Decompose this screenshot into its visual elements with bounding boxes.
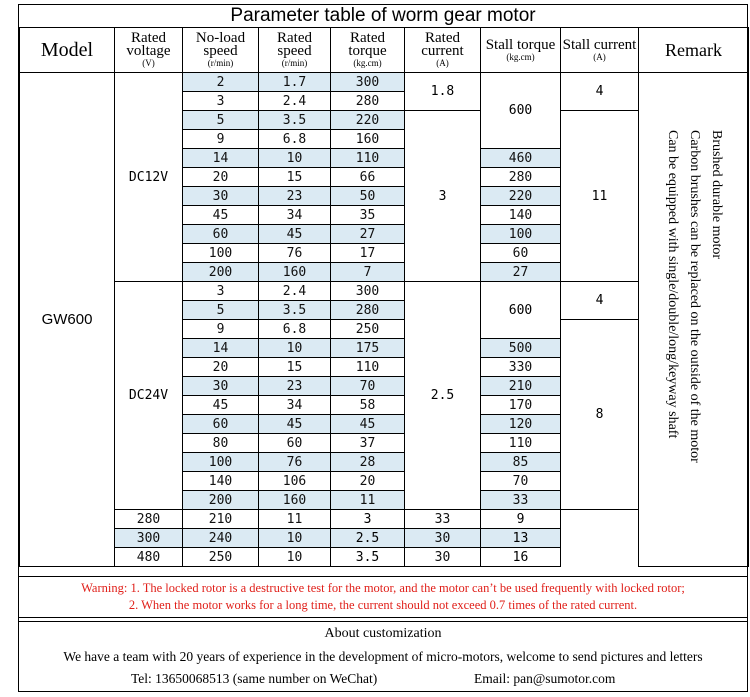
torque-cell: 300 xyxy=(331,73,405,92)
stall-torque-cell: 210 xyxy=(481,377,561,396)
stall-torque-cell: 140 xyxy=(481,206,561,225)
header-model: Model xyxy=(20,28,115,73)
noload-cell: 200 xyxy=(183,263,259,282)
torque-cell: 110 xyxy=(331,358,405,377)
stall-torque-cell: 460 xyxy=(481,149,561,168)
stall-torque-cell: 27 xyxy=(481,263,561,282)
speed-cell: 160 xyxy=(259,491,331,510)
speed-cell: 15 xyxy=(259,358,331,377)
speed-cell: 45 xyxy=(259,225,331,244)
stall-current-cell: 4 xyxy=(561,282,639,320)
noload-cell: 45 xyxy=(183,396,259,415)
header-stall-current: Stall current (A) xyxy=(561,28,639,73)
stall-current-cell: 11 xyxy=(561,111,639,282)
speed-cell: 2.4 xyxy=(259,282,331,301)
stall-torque-cell: 100 xyxy=(481,225,561,244)
stall-torque-cell: 110 xyxy=(481,434,561,453)
noload-cell: 300 xyxy=(115,529,183,548)
stall-torque-cell: 330 xyxy=(481,358,561,377)
torque-cell: 10 xyxy=(259,548,331,567)
speed-cell: 160 xyxy=(259,263,331,282)
noload-cell: 60 xyxy=(183,225,259,244)
remark-cell xyxy=(639,73,749,567)
speed-cell: 15 xyxy=(259,168,331,187)
torque-cell: 45 xyxy=(331,415,405,434)
torque-cell: 250 xyxy=(331,320,405,339)
noload-cell: 14 xyxy=(183,149,259,168)
stall-current-cell: 4 xyxy=(561,73,639,111)
stall-torque-cell: 30 xyxy=(405,529,481,548)
email-text: Email: pan@sumotor.com xyxy=(474,671,616,686)
parameter-table xyxy=(19,27,749,567)
torque-cell: 27 xyxy=(331,225,405,244)
customization-text: We have a team with 20 years of experience in the development of micro-motors, welcome to send pictures and letters xyxy=(63,649,703,664)
torque-cell: 280 xyxy=(331,301,405,320)
speed-cell: 1.7 xyxy=(259,73,331,92)
model-cell: GW600 xyxy=(20,73,115,567)
stall-torque-cell: 85 xyxy=(481,453,561,472)
speed-cell: 23 xyxy=(259,187,331,206)
rated-current-cell: 1.8 xyxy=(405,73,481,111)
noload-cell: 60 xyxy=(183,415,259,434)
torque-cell: 28 xyxy=(331,453,405,472)
speed-cell: 6.8 xyxy=(259,320,331,339)
torque-cell: 160 xyxy=(331,130,405,149)
speed-cell: 250 xyxy=(183,548,259,567)
warning-box xyxy=(19,576,747,618)
speed-cell: 45 xyxy=(259,415,331,434)
rated-current-cell: 2.5 xyxy=(405,282,481,510)
torque-cell: 11 xyxy=(331,491,405,510)
speed-cell: 3.5 xyxy=(259,301,331,320)
speed-cell: 2.4 xyxy=(259,92,331,111)
remark-line: Can be equipped with single/double/long/keyway shaft xyxy=(664,129,680,438)
torque-cell: 280 xyxy=(331,92,405,111)
noload-cell: 480 xyxy=(115,548,183,567)
rated-current-cell: 3.5 xyxy=(331,548,405,567)
header-stall-torque: Stall torque (kg.cm) xyxy=(481,28,561,73)
speed-cell: 34 xyxy=(259,206,331,225)
header-noload-speed: No-load speed (r/min) xyxy=(183,28,259,73)
remark-line: Brushed durable motor xyxy=(708,129,724,259)
torque-cell: 110 xyxy=(331,149,405,168)
torque-cell: 17 xyxy=(331,244,405,263)
noload-cell: 3 xyxy=(183,282,259,301)
header-row xyxy=(20,28,749,73)
speed-cell: 34 xyxy=(259,396,331,415)
stall-torque-cell: 600 xyxy=(481,282,561,339)
stall-torque-cell: 280 xyxy=(481,168,561,187)
header-rated-speed: Rated speed (r/min) xyxy=(259,28,331,73)
speed-cell: 3.5 xyxy=(259,111,331,130)
speed-cell: 76 xyxy=(259,453,331,472)
torque-cell: 58 xyxy=(331,396,405,415)
warning-line-2: 2. When the motor works for a long time, the current should not exceed 0.7 times of the rated current. xyxy=(128,598,638,612)
remark-text xyxy=(661,130,727,510)
stall-current-cell: 8 xyxy=(561,320,639,510)
torque-cell: 300 xyxy=(331,282,405,301)
noload-cell: 5 xyxy=(183,301,259,320)
torque-cell: 7 xyxy=(331,263,405,282)
stall-current-cell: 9 xyxy=(481,510,561,529)
noload-cell: 280 xyxy=(115,510,183,529)
noload-cell: 30 xyxy=(183,377,259,396)
speed-cell: 6.8 xyxy=(259,130,331,149)
torque-cell: 37 xyxy=(331,434,405,453)
noload-cell: 9 xyxy=(183,320,259,339)
header-rated-current: Rated current (A) xyxy=(405,28,481,73)
stall-torque-cell: 60 xyxy=(481,244,561,263)
stall-torque-cell: 170 xyxy=(481,396,561,415)
noload-cell: 9 xyxy=(183,130,259,149)
speed-cell: 210 xyxy=(183,510,259,529)
phone-text: Tel: 13650068513 (same number on WeChat) xyxy=(131,671,378,686)
customization-title: About customization xyxy=(324,626,442,641)
speed-cell: 10 xyxy=(259,149,331,168)
noload-cell: 3 xyxy=(183,92,259,111)
noload-cell: 14 xyxy=(183,339,259,358)
noload-cell: 5 xyxy=(183,111,259,130)
page-title: Parameter table of worm gear motor xyxy=(19,5,747,28)
header-rated-voltage: Rated voltage (V) xyxy=(115,28,183,73)
torque-cell: 70 xyxy=(331,377,405,396)
stall-torque-cell: 220 xyxy=(481,187,561,206)
speed-cell: 76 xyxy=(259,244,331,263)
stall-torque-cell: 33 xyxy=(405,510,481,529)
noload-cell: 20 xyxy=(183,168,259,187)
stall-torque-cell: 30 xyxy=(405,548,481,567)
speed-cell: 10 xyxy=(259,339,331,358)
noload-cell: 100 xyxy=(183,244,259,263)
parameter-sheet xyxy=(18,4,748,692)
speed-cell: 240 xyxy=(183,529,259,548)
customization-section xyxy=(19,621,747,692)
speed-cell: 106 xyxy=(259,472,331,491)
speed-cell: 60 xyxy=(259,434,331,453)
torque-cell: 11 xyxy=(259,510,331,529)
noload-cell: 200 xyxy=(183,491,259,510)
rated-current-cell: 3 xyxy=(405,111,481,282)
stall-current-cell: 13 xyxy=(481,529,561,548)
noload-cell: 140 xyxy=(183,472,259,491)
noload-cell: 2 xyxy=(183,73,259,92)
warning-line-1: Warning: 1. The locked rotor is a destructive test for the motor, and the motor can’t be used frequently with locked rotor; xyxy=(81,581,685,595)
torque-cell: 220 xyxy=(331,111,405,130)
stall-torque-cell: 70 xyxy=(481,472,561,491)
noload-cell: 45 xyxy=(183,206,259,225)
stall-torque-cell: 120 xyxy=(481,415,561,434)
torque-cell: 35 xyxy=(331,206,405,225)
stall-current-cell: 16 xyxy=(481,548,561,567)
header-rated-torque: Rated torque (kg.cm) xyxy=(331,28,405,73)
voltage-cell-24v: DC24V xyxy=(115,282,183,510)
rated-current-cell: 3 xyxy=(331,510,405,529)
stall-torque-cell: 33 xyxy=(481,491,561,510)
torque-cell: 10 xyxy=(259,529,331,548)
noload-cell: 100 xyxy=(183,453,259,472)
noload-cell: 80 xyxy=(183,434,259,453)
noload-cell: 20 xyxy=(183,358,259,377)
speed-cell: 23 xyxy=(259,377,331,396)
noload-cell: 30 xyxy=(183,187,259,206)
voltage-cell-12v: DC12V xyxy=(115,73,183,282)
torque-cell: 175 xyxy=(331,339,405,358)
rated-current-cell: 2.5 xyxy=(331,529,405,548)
torque-cell: 20 xyxy=(331,472,405,491)
torque-cell: 66 xyxy=(331,168,405,187)
table-row xyxy=(20,73,749,92)
header-remark: Remark xyxy=(639,28,749,73)
remark-line: Carbon brushes can be replaced on the outside of the motor xyxy=(686,129,702,463)
torque-cell: 50 xyxy=(331,187,405,206)
stall-torque-cell: 500 xyxy=(481,339,561,358)
stall-torque-cell: 600 xyxy=(481,73,561,149)
